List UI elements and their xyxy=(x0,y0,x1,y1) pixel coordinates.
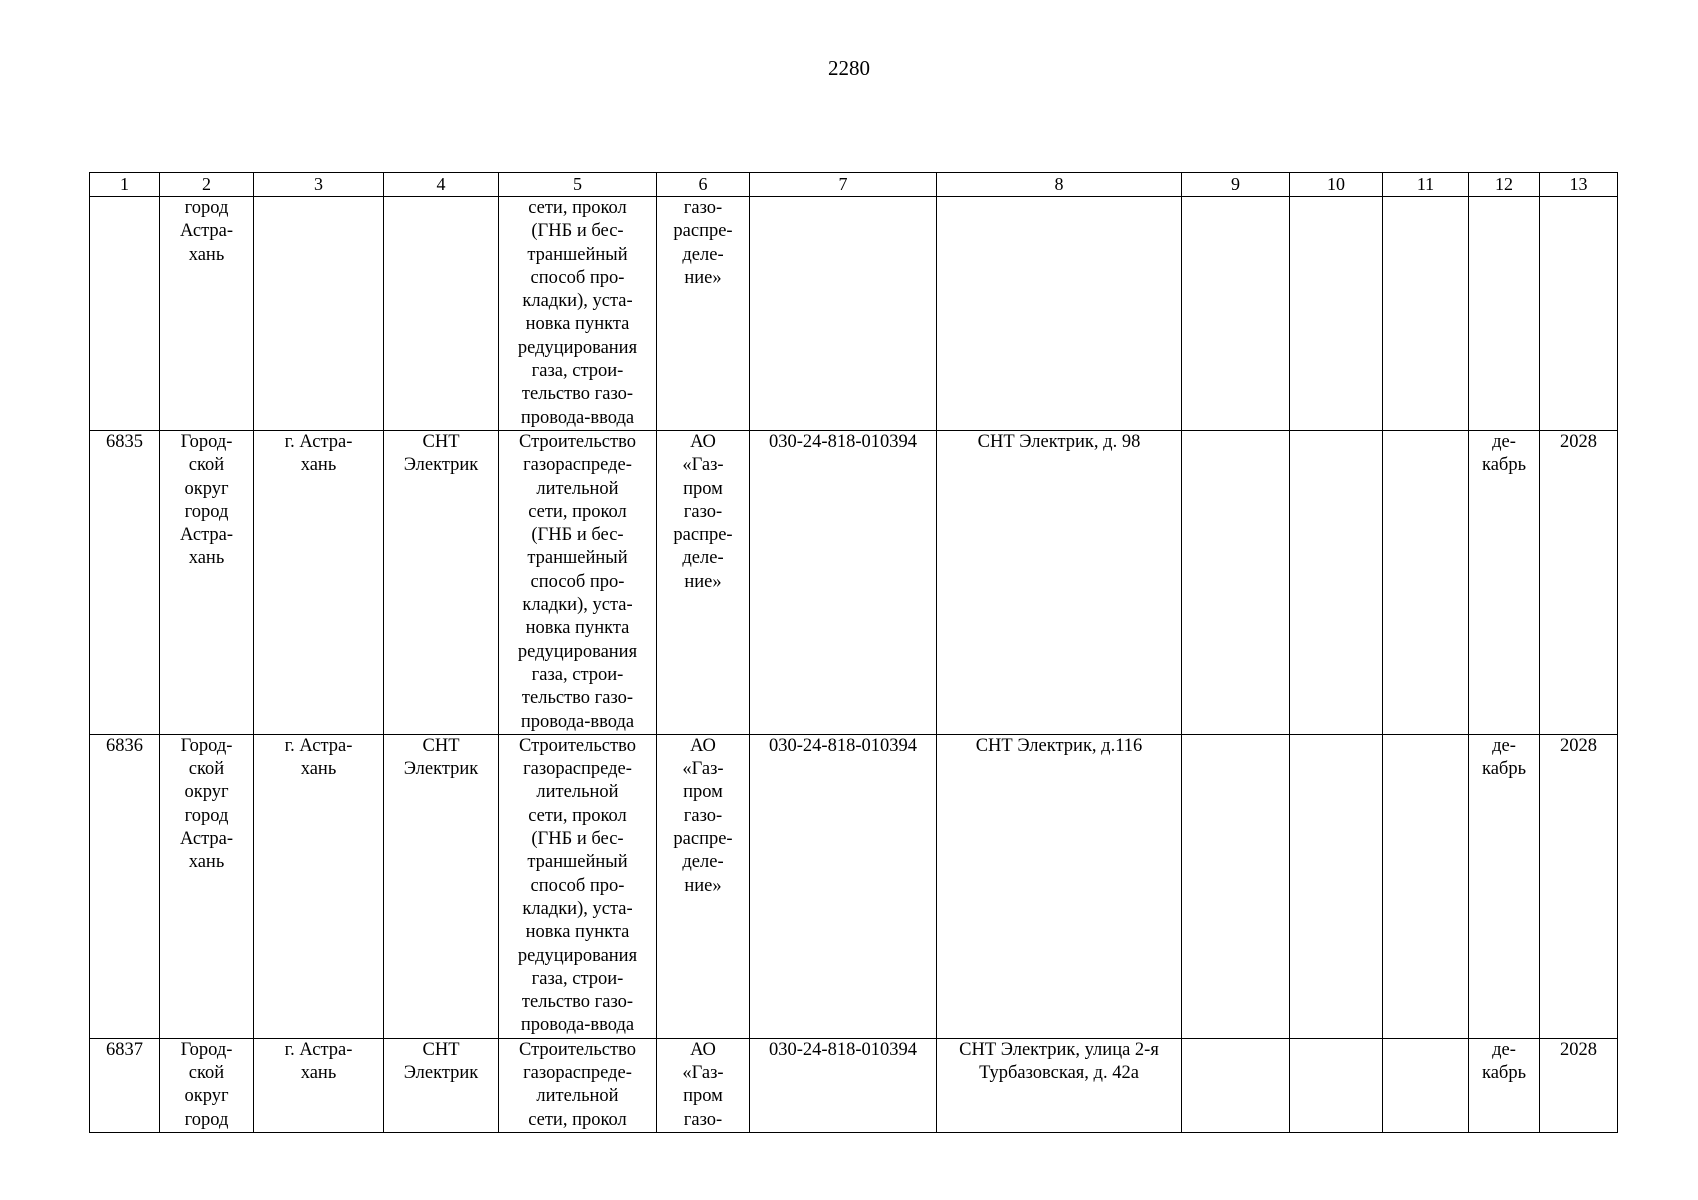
cell-text: 6837 xyxy=(106,1039,143,1060)
cell-line: кабрь xyxy=(1481,759,1527,780)
cell-line: город xyxy=(184,198,229,218)
cell-line: Город- xyxy=(180,1039,233,1060)
cell-organization xyxy=(657,1038,750,1132)
cell-lines xyxy=(387,1039,495,1086)
cell-lines xyxy=(387,735,495,782)
cell-line: округ xyxy=(184,478,229,499)
column-number-row xyxy=(90,173,1618,197)
column-number: 3 xyxy=(254,173,384,197)
cell-lines xyxy=(660,197,746,290)
column-number: 11 xyxy=(1383,173,1469,197)
cell-line: «Газ- xyxy=(682,759,724,780)
cell-line: сети, прокол xyxy=(528,198,627,218)
cell-line: новка пункта xyxy=(525,314,630,335)
cell-line: сети, прокол xyxy=(528,501,627,522)
cell-line: г. Астра- xyxy=(284,735,353,756)
cell-work-description xyxy=(499,197,657,431)
column-number: 12 xyxy=(1469,173,1540,197)
cell-line: (ГНБ и бес- xyxy=(531,221,624,242)
cell-line: АО xyxy=(690,735,716,756)
cell-line: тельство газо- xyxy=(521,688,634,709)
cell-line: (ГНБ и бес- xyxy=(531,829,624,850)
cell-line: ние» xyxy=(684,571,722,592)
cell-col-9 xyxy=(1182,1038,1290,1132)
cell-line: АО xyxy=(690,1039,716,1060)
cell-line: ние» xyxy=(684,875,722,896)
cell-line: де- xyxy=(1492,735,1516,756)
cell-organization xyxy=(657,431,750,735)
cell-row-number xyxy=(90,197,160,431)
cell-line: хань xyxy=(300,759,337,780)
cell-address xyxy=(937,197,1182,431)
cell-lines xyxy=(660,1039,746,1132)
cell-line: редуцирования xyxy=(517,945,638,966)
cell-lines xyxy=(257,735,380,782)
column-number: 5 xyxy=(499,173,657,197)
cell-line: газа, строи- xyxy=(531,361,624,382)
cell-year xyxy=(1540,197,1618,431)
cell-lines xyxy=(502,735,653,1038)
cell-row-number xyxy=(90,1038,160,1132)
cell-registry-number xyxy=(750,431,937,735)
cell-row-number xyxy=(90,431,160,735)
cell-line: провода-ввода xyxy=(520,711,635,732)
cell-line: Астра- xyxy=(179,829,234,850)
cell-line: Строительство xyxy=(519,735,636,756)
cell-lines xyxy=(502,431,653,734)
cell-line: «Газ- xyxy=(682,1063,724,1084)
cell-lines xyxy=(163,735,250,875)
register-table xyxy=(89,172,1618,1133)
cell-lines xyxy=(940,431,1178,454)
cell-line: деле- xyxy=(682,244,724,265)
cell-line: г. Астра- xyxy=(284,1039,353,1060)
cell-line: СНТ xyxy=(422,432,460,452)
cell-settlement xyxy=(254,197,384,431)
cell-line: газо- xyxy=(683,1109,723,1130)
table-row xyxy=(90,431,1618,735)
cell-line: газо- xyxy=(683,198,723,218)
cell-lines xyxy=(940,1039,1178,1086)
column-number: 2 xyxy=(160,173,254,197)
cell-line: деле- xyxy=(682,548,724,569)
cell-locality xyxy=(384,1038,499,1132)
cell-line: газораспреде- xyxy=(523,455,632,476)
cell-work-description xyxy=(499,431,657,735)
cell-lines xyxy=(257,431,380,478)
cell-month xyxy=(1469,197,1540,431)
cell-line: СНТ Электрик, д.116 xyxy=(975,735,1143,756)
cell-lines xyxy=(940,735,1178,758)
column-number: 4 xyxy=(384,173,499,197)
cell-organization xyxy=(657,197,750,431)
table-row xyxy=(90,1038,1618,1132)
cell-line: пром xyxy=(683,478,723,499)
cell-lines xyxy=(1472,1039,1536,1086)
cell-line: распре- xyxy=(673,221,733,242)
cell-line: город xyxy=(184,1109,229,1130)
cell-line: кладки), уста- xyxy=(522,291,633,312)
column-number: 10 xyxy=(1290,173,1383,197)
cell-lines xyxy=(257,1039,380,1086)
cell-line: Электрик xyxy=(403,455,479,476)
cell-col-9 xyxy=(1182,431,1290,735)
cell-text: 030-24-818-010394 xyxy=(769,735,917,756)
cell-line: Город- xyxy=(180,735,233,756)
cell-locality xyxy=(384,431,499,735)
cell-registry-number xyxy=(750,734,937,1038)
cell-line: хань xyxy=(300,1063,337,1084)
column-number: 8 xyxy=(937,173,1182,197)
cell-line: лительной xyxy=(536,478,619,499)
cell-line: распре- xyxy=(673,829,733,850)
cell-line: Электрик xyxy=(403,1063,479,1084)
cell-line: хань xyxy=(188,244,225,265)
cell-line: СНТ xyxy=(422,1039,460,1060)
cell-line: АО xyxy=(690,432,716,452)
cell-address xyxy=(937,431,1182,735)
cell-line: Астра- xyxy=(179,221,234,242)
cell-col-11 xyxy=(1383,734,1469,1038)
cell-line: (ГНБ и бес- xyxy=(531,525,624,546)
cell-work-description xyxy=(499,1038,657,1132)
cell-lines xyxy=(163,431,250,571)
cell-col-10 xyxy=(1290,1038,1383,1132)
cell-lines xyxy=(502,197,653,430)
cell-lines xyxy=(660,735,746,898)
cell-month xyxy=(1469,1038,1540,1132)
cell-line: Астра- xyxy=(179,525,234,546)
page-number: 2280 xyxy=(828,56,870,80)
cell-line: де- xyxy=(1492,432,1516,452)
cell-line: пром xyxy=(683,782,723,803)
cell-line: газо- xyxy=(683,805,723,826)
cell-line: способ про- xyxy=(530,571,625,592)
cell-lines xyxy=(163,1039,250,1132)
cell-month xyxy=(1469,431,1540,735)
cell-line: провода-ввода xyxy=(520,407,635,428)
cell-settlement xyxy=(254,431,384,735)
cell-text: 030-24-818-010394 xyxy=(769,1039,917,1060)
cell-lines xyxy=(1472,431,1536,478)
cell-settlement xyxy=(254,734,384,1038)
cell-line: кабрь xyxy=(1481,455,1527,476)
cell-line: СНТ Электрик, улица 2-я xyxy=(959,1039,1159,1060)
cell-line: Строительство xyxy=(519,1039,636,1060)
cell-text: 030-24-818-010394 xyxy=(769,432,917,452)
cell-line: ской xyxy=(188,455,225,476)
cell-line: газа, строи- xyxy=(531,968,624,989)
cell-line: Электрик xyxy=(403,759,479,780)
table-body xyxy=(90,173,1618,1133)
cell-year xyxy=(1540,431,1618,735)
cell-address xyxy=(937,734,1182,1038)
cell-year xyxy=(1540,1038,1618,1132)
cell-line: хань xyxy=(300,455,337,476)
cell-col-10 xyxy=(1290,197,1383,431)
column-number: 7 xyxy=(750,173,937,197)
cell-line: тельство газо- xyxy=(521,384,634,405)
cell-line: пром xyxy=(683,1086,723,1107)
cell-line: лительной xyxy=(536,1086,619,1107)
cell-line: распре- xyxy=(673,525,733,546)
cell-lines xyxy=(387,431,495,478)
cell-lines xyxy=(502,1039,653,1132)
cell-line: траншейный xyxy=(527,548,628,569)
cell-line: газораспреде- xyxy=(523,1063,632,1084)
cell-line: кабрь xyxy=(1481,1063,1527,1084)
cell-line: Строительство xyxy=(519,432,636,452)
cell-line: де- xyxy=(1492,1039,1516,1060)
cell-line: траншейный xyxy=(527,852,628,873)
cell-municipality xyxy=(160,734,254,1038)
cell-line: Город- xyxy=(180,432,233,452)
cell-col-10 xyxy=(1290,734,1383,1038)
table-row xyxy=(90,197,1618,431)
cell-locality xyxy=(384,734,499,1038)
cell-line: тельство газо- xyxy=(521,992,634,1013)
cell-col-9 xyxy=(1182,734,1290,1038)
cell-line: газо- xyxy=(683,501,723,522)
cell-line: траншейный xyxy=(527,244,628,265)
cell-line: редуцирования xyxy=(517,641,638,662)
cell-line: способ про- xyxy=(530,267,625,288)
cell-line: ской xyxy=(188,1063,225,1084)
cell-line: город xyxy=(184,805,229,826)
cell-col-9 xyxy=(1182,197,1290,431)
cell-month xyxy=(1469,734,1540,1038)
cell-line: редуцирования xyxy=(517,337,638,358)
cell-line: хань xyxy=(188,852,225,873)
cell-text: 6835 xyxy=(106,432,143,452)
cell-locality xyxy=(384,197,499,431)
cell-line: лительной xyxy=(536,782,619,803)
cell-line: новка пункта xyxy=(525,618,630,639)
cell-text: 6836 xyxy=(106,735,143,756)
cell-line: кладки), уста- xyxy=(522,898,633,919)
cell-line: газа, строи- xyxy=(531,664,624,685)
cell-line: кладки), уста- xyxy=(522,595,633,616)
cell-registry-number xyxy=(750,197,937,431)
cell-line: «Газ- xyxy=(682,455,724,476)
cell-municipality xyxy=(160,197,254,431)
cell-line: Турбазовская, д. 42а xyxy=(979,1063,1139,1084)
cell-line: СНТ xyxy=(422,735,460,756)
cell-registry-number xyxy=(750,1038,937,1132)
cell-row-number xyxy=(90,734,160,1038)
cell-address xyxy=(937,1038,1182,1132)
column-number: 1 xyxy=(90,173,160,197)
cell-municipality xyxy=(160,1038,254,1132)
cell-line: деле- xyxy=(682,852,724,873)
cell-line: провода-ввода xyxy=(520,1015,635,1036)
cell-line: город xyxy=(184,501,229,522)
cell-text: 2028 xyxy=(1560,735,1597,756)
cell-line: ской xyxy=(188,759,225,780)
cell-col-11 xyxy=(1383,1038,1469,1132)
cell-lines xyxy=(1472,735,1536,782)
cell-line: СНТ Электрик, д. 98 xyxy=(977,432,1141,452)
cell-lines xyxy=(660,431,746,594)
cell-line: ние» xyxy=(684,267,722,288)
cell-line: новка пункта xyxy=(525,922,630,943)
cell-line: хань xyxy=(188,548,225,569)
cell-line: округ xyxy=(184,1086,229,1107)
cell-lines xyxy=(163,197,250,267)
table-row xyxy=(90,734,1618,1038)
cell-col-11 xyxy=(1383,431,1469,735)
cell-text: 2028 xyxy=(1560,432,1597,452)
cell-year xyxy=(1540,734,1618,1038)
cell-text: 2028 xyxy=(1560,1039,1597,1060)
cell-col-11 xyxy=(1383,197,1469,431)
column-number: 9 xyxy=(1182,173,1290,197)
cell-line: г. Астра- xyxy=(284,432,353,452)
cell-line: округ xyxy=(184,782,229,803)
column-number: 6 xyxy=(657,173,750,197)
cell-line: газораспреде- xyxy=(523,759,632,780)
column-number: 13 xyxy=(1540,173,1618,197)
cell-settlement xyxy=(254,1038,384,1132)
cell-line: сети, прокол xyxy=(528,805,627,826)
cell-municipality xyxy=(160,431,254,735)
cell-col-10 xyxy=(1290,431,1383,735)
cell-line: способ про- xyxy=(530,875,625,896)
cell-line: сети, прокол xyxy=(528,1109,627,1130)
cell-work-description xyxy=(499,734,657,1038)
cell-organization xyxy=(657,734,750,1038)
